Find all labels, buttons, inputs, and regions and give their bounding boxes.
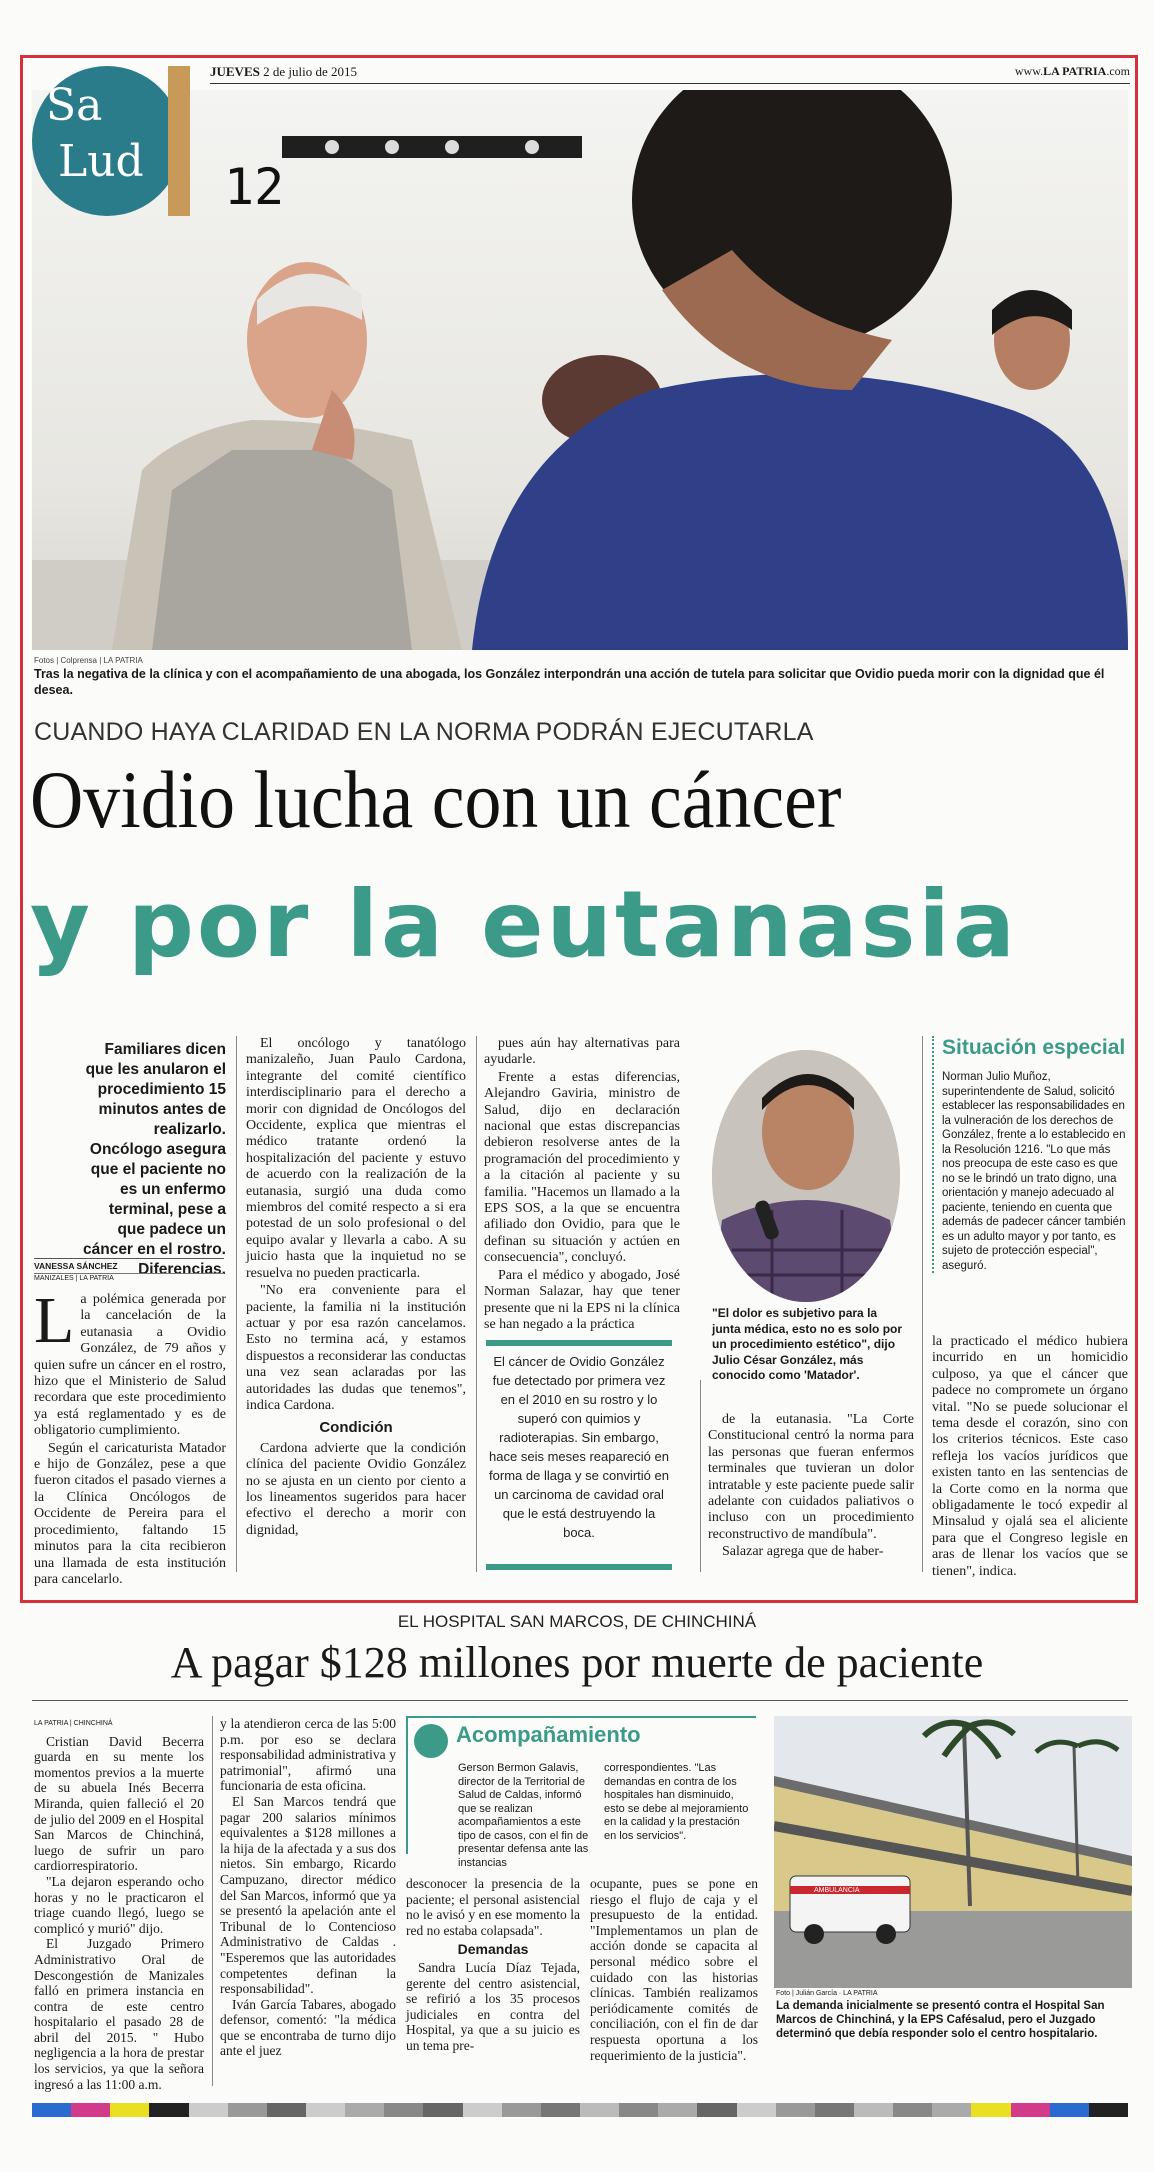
paragraph: Cardona advierte que la condición clínica del paciente Ovidio González no se ajusta en un ciento por ciento a los lineamentos sugeridos para hacer efectivo el derecho a morir con dignidad,: [246, 1440, 466, 1538]
hospital-photo-caption: La demanda inicialmente se presentó contra el Hospital San Marcos de Chinchiná, y la EPS Cafésalud, pero el Juzgado determinó que debía responder solo el centro hospitalario.: [776, 2000, 1105, 2040]
hospital-photo-credit: Foto | Julián García · LA PATRIA: [776, 1990, 878, 1997]
sidebar-situacion-especial: [932, 1036, 1128, 1273]
section-logo-bar: [168, 66, 190, 216]
article-column-4: [708, 1412, 914, 1562]
portrait-photo: [712, 1050, 900, 1302]
paragraph: la practicado el médico hubiera incurrido en un homicidio culposo, ya que el cáncer que padece no compromete un órgano vital. "No se puede solucionar el tema desde el corazón, sino con los criterios técnicos. Este caso refleja los vacíos jurídicos que existen tanto en las sentencias de la Corte como en la norma que obligadamente le tocó expedir al Minsalud y ojalá sea el aliciente para que el Congreso legisle en aras de llenar los vacíos que se tienen", indica.: [932, 1334, 1128, 1579]
hero-caption: Tras la negativa de la clínica y con el acompañamiento de una abogada, los González interpondrán una acción de tutela para solicitar que Ovidio pueda morir con la dignidad que él desea.: [34, 667, 1105, 697]
pullquote-bar-top: [486, 1340, 672, 1346]
box-text-1: Gerson Bermon Galavis, director de la Territorial de Salud de Caldas, informó que se realizan acompañamientos a este tipo de casos, con el fin de presentar defensa ante las instancias: [458, 1762, 589, 1869]
box-title: Acompañamiento: [456, 1722, 641, 1747]
page-number: 12: [224, 158, 285, 216]
byline-name: VANESSA SÁNCHEZ: [34, 1261, 118, 1271]
column-rule: [236, 1036, 237, 1572]
section-logo-line2: Lud: [58, 136, 144, 187]
article-deck: Familiares dicen que les anularon el procedimiento 15 minutos antes de realizarlo. Oncólogo asegura que el paciente no es un enfermo terminal, pese a que padece un cáncer en el rostro. Diferencias.: [82, 1041, 226, 1278]
box-text-2: correspondientes. "Las demandas en contra de los hospitales han disminuido, esto se debe al mejoramiento en la calidad y la prestación en los servicios".: [604, 1762, 749, 1842]
paragraph: Salazar agrega que de haber-: [722, 1544, 884, 1560]
column-rule: [922, 1036, 923, 1572]
pullquote: El cáncer de Ovidio González fue detectado por primera vez en el 2010 en su rostro y lo superó con quimios y radioterapias. Sin embargo, hace seis meses reapareció en forma de llaga y se convirtió en un carcinoma de cavidad oral que le está destruyendo la boca.: [489, 1354, 669, 1540]
portrait-caption: "El dolor es subjetivo para la junta médica, esto no es solo por un procedimiento estético", dijo Julio César González, más conocido como 'Matador'.: [712, 1306, 903, 1382]
article-column-2: [246, 1036, 466, 1540]
sidebar-body: Norman Julio Muñoz, superintendente de Salud, solicitó establecer las responsabilidades en la vulneración de los derechos de González, frente a lo establecido en la Resolución 1216. "Lo que más nos preocupa de este caso es que no se le brindó un trato digno, una orientación y manejo adecuado al paciente, teniendo en cuenta que además de padecer cáncer también es un adulto mayor y por tanto, es sujeto de protección especial", aseguró.: [942, 1071, 1126, 1272]
second-column-1: [34, 1716, 204, 2092]
paragraph: Frente a estas diferencias, Alejandro Gaviria, ministro de Salud, dijo en declaración nacional que estas discrepancias debieron resolverse antes de la programación del procedimiento y a la citación al paciente y su familia. "Hacemos un llamado a la EPS SOS, a la que se encuentra afiliado don Ovidio, para que le definan su situación y actúen en consecuencia", concluyó.: [484, 1069, 680, 1266]
lead-paragraph: La polémica generada por la cancelación de la eutanasia a Ovidio González, de 79 años y quien sufre un cáncer en el rostro, hizo que el Ministerio de Salud recordara que este procedimiento ya está reglamentado y es de obligatorio cumplimiento.: [34, 1284, 226, 1439]
article-column-1: [34, 1284, 226, 1589]
section-logo: [32, 66, 192, 216]
second-credit: LA PATRIA | CHINCHINÁ: [34, 1720, 113, 1727]
paragraph: y la atendieron cerca de las 5:00 p.m. por eso se declara responsabilidad administrativa y patrimonial", afirmó una funcionaria de esta oficina.: [220, 1716, 396, 1794]
paragraph: ocupante, pues se pone en riesgo el flujo de caja y el presupuesto de la entidad. "Implementamos un plan de acción donde se capacita al personal médico sobre el cuidado con las historias clínicas. También realizamos periódicamente comités de conciliación, con el fin de dar respuesta oportuna a los requerimiento de la justicia".: [590, 1876, 758, 2063]
caduceus-icon: [414, 1724, 448, 1758]
article-headline-line1: Ovidio lucha con un cáncer: [30, 754, 842, 845]
box-acompanamiento: [406, 1716, 756, 1869]
paragraph: "No era conveniente para el paciente, la familia ni la institución actuar y por esa razón cancelamos. Esto no termina acá, y estamos dispuestos a reconsiderar las conductas una vez sean aclaradas por las autoridades las dudas que tenemos", indica Cardona.: [246, 1283, 466, 1413]
paragraph: "La dejaron esperando ocho horas y no le practicaron el triage cuando llegó, luego se complicó y murió" dijo.: [34, 1873, 204, 1936]
paragraph: El San Marcos tendrá que pagar 200 salarios mínimos equivalentes a $128 millones a la hija de la afectada y a sus dos nietos. Sin embargo, Ricardo Campuzano, director médico del San Marcos, informó que ya se presentó la apelación ante el Tribunal de lo Contencioso Administrativo de Caldas . "Esperemos que las autoridades competentes definan la responsabilidad".: [220, 1793, 396, 1997]
section-logo-line1: Sa: [46, 80, 103, 131]
article-column-3: [484, 1036, 680, 1334]
subhead-condicion: Condición: [319, 1419, 393, 1437]
portrait-illustration: [712, 1050, 900, 1302]
masthead-site[interactable]: www.LA PATRIA.com: [1014, 64, 1130, 78]
paragraph: Según el caricaturista Matador e hijo de González, pese a que fueron citados el pasado viernes a la Clínica Oncólogos de Occidente de Pereira para el procedimiento, faltando 15 minutos para la cita recibieron una llamada de esta institución para cancelarlo.: [34, 1440, 226, 1587]
column-rule: [700, 1380, 701, 1572]
paragraph: El oncólogo y tanatólogo manizaleño, Juan Paulo Cardona, integrante del comité científico interdisciplinario para el derecho a morir con dignidad de Oncólogos del Occidente, explica que mientras el médico tratante ordenó la hospitalización del paciente y estuvo de acuerdo con la realización de la eutanasia, surgió una duda como miembros del comité respecto a si era potestad de un solo profesional o del equipo avalar y llevarla a cabo. A su juicio hasta que la inquietud no se resuelva no pueden practicarla.: [246, 1036, 466, 1281]
paragraph: Sandra Lucía Díaz Tejada, gerente del centro asistencial, se refirió a los 35 procesos judiciales en contra del Hospital, ya que a su juicio es un tema pre-: [406, 1959, 580, 2053]
hospital-photo: [774, 1716, 1132, 1988]
masthead: [210, 62, 1130, 84]
byline: [34, 1258, 224, 1282]
hero-credit: Fotos | Colprensa | LA PATRIA: [34, 656, 143, 665]
ambulance-label: AMBULANCIA: [814, 1887, 860, 1894]
hospital-illustration: [774, 1716, 1132, 1988]
second-article-headline: A pagar $128 millones por muerte de paciente: [170, 1638, 984, 1687]
byline-location: MANIZALES | LA PATRIA: [34, 1273, 224, 1282]
hero-photo-illustration: [32, 90, 1128, 650]
pullquote-bar-bottom: [486, 1564, 672, 1570]
article-column-5: [932, 1334, 1128, 1581]
article-kicker: CUANDO HAYA CLARIDAD EN LA NORMA PODRÁN EJECUTARLA: [34, 718, 814, 746]
paragraph: Iván García Tabares, abogado defensor, comentó: "la médica que se encontraba de turno dijo ante el juez: [220, 1996, 396, 2059]
masthead-date: JUEVES 2 de julio de 2015: [210, 64, 357, 79]
paragraph: Cristian David Becerra guarda en su mente los momentos previos a la muerte de su abuela Inés Becerra Miranda, quien falleció el 20 de julio del 2009 en el Hospital San Marcos de Chinchiná, luego de sufrir un paro cardiorrespiratorio.: [34, 1733, 204, 1874]
column-rule: [476, 1036, 477, 1572]
paragraph: pues aún hay alternativas para ayudarle.: [484, 1036, 680, 1068]
second-column-2: [220, 1716, 396, 2059]
article-headline-line2: y por la eutanasia: [30, 871, 1019, 978]
paragraph: Para el médico y abogado, José Norman Salazar, hay que tener presente que ni la EPS ni la clínica se han negado a la práctica: [484, 1267, 680, 1332]
second-article-kicker: EL HOSPITAL SAN MARCOS, DE CHINCHINÁ: [397, 1612, 757, 1631]
divider: [32, 1700, 1128, 1701]
print-color-bar: [32, 2103, 1128, 2117]
second-column-3: [406, 1876, 580, 2054]
second-column-4: [590, 1876, 758, 2063]
paragraph: El Juzgado Primero Administrativo Oral de Descongestión de Manizales falló en primera instancia en contra de este centro hospitalario el pasado 28 de abril del 2015. " Hubo negligencia a la hora de prestar los servicios, ya que la señora ingresó a las 11:00 a.m.: [34, 1936, 204, 2092]
column-rule: [212, 1716, 213, 2086]
sidebar-title: Situación especial: [942, 1036, 1126, 1059]
paragraph: desconocer la presencia de la paciente; el personal asistencial no le avisó y en ese momento la red no estaba colapsada".: [406, 1876, 580, 1938]
paragraph: de la eutanasia. "La Corte Constitucional centró la norma para las personas que fueran enfermos terminales que tuvieran un dolor intratable y este paciente puede salir adelante con cuidados paliativos o incluso con un procedimiento reconstructivo de mandíbula".: [708, 1412, 914, 1542]
dropcap: L: [34, 1284, 75, 1357]
subhead-demandas: Demandas: [457, 1941, 529, 1958]
hero-photo: [32, 90, 1128, 650]
